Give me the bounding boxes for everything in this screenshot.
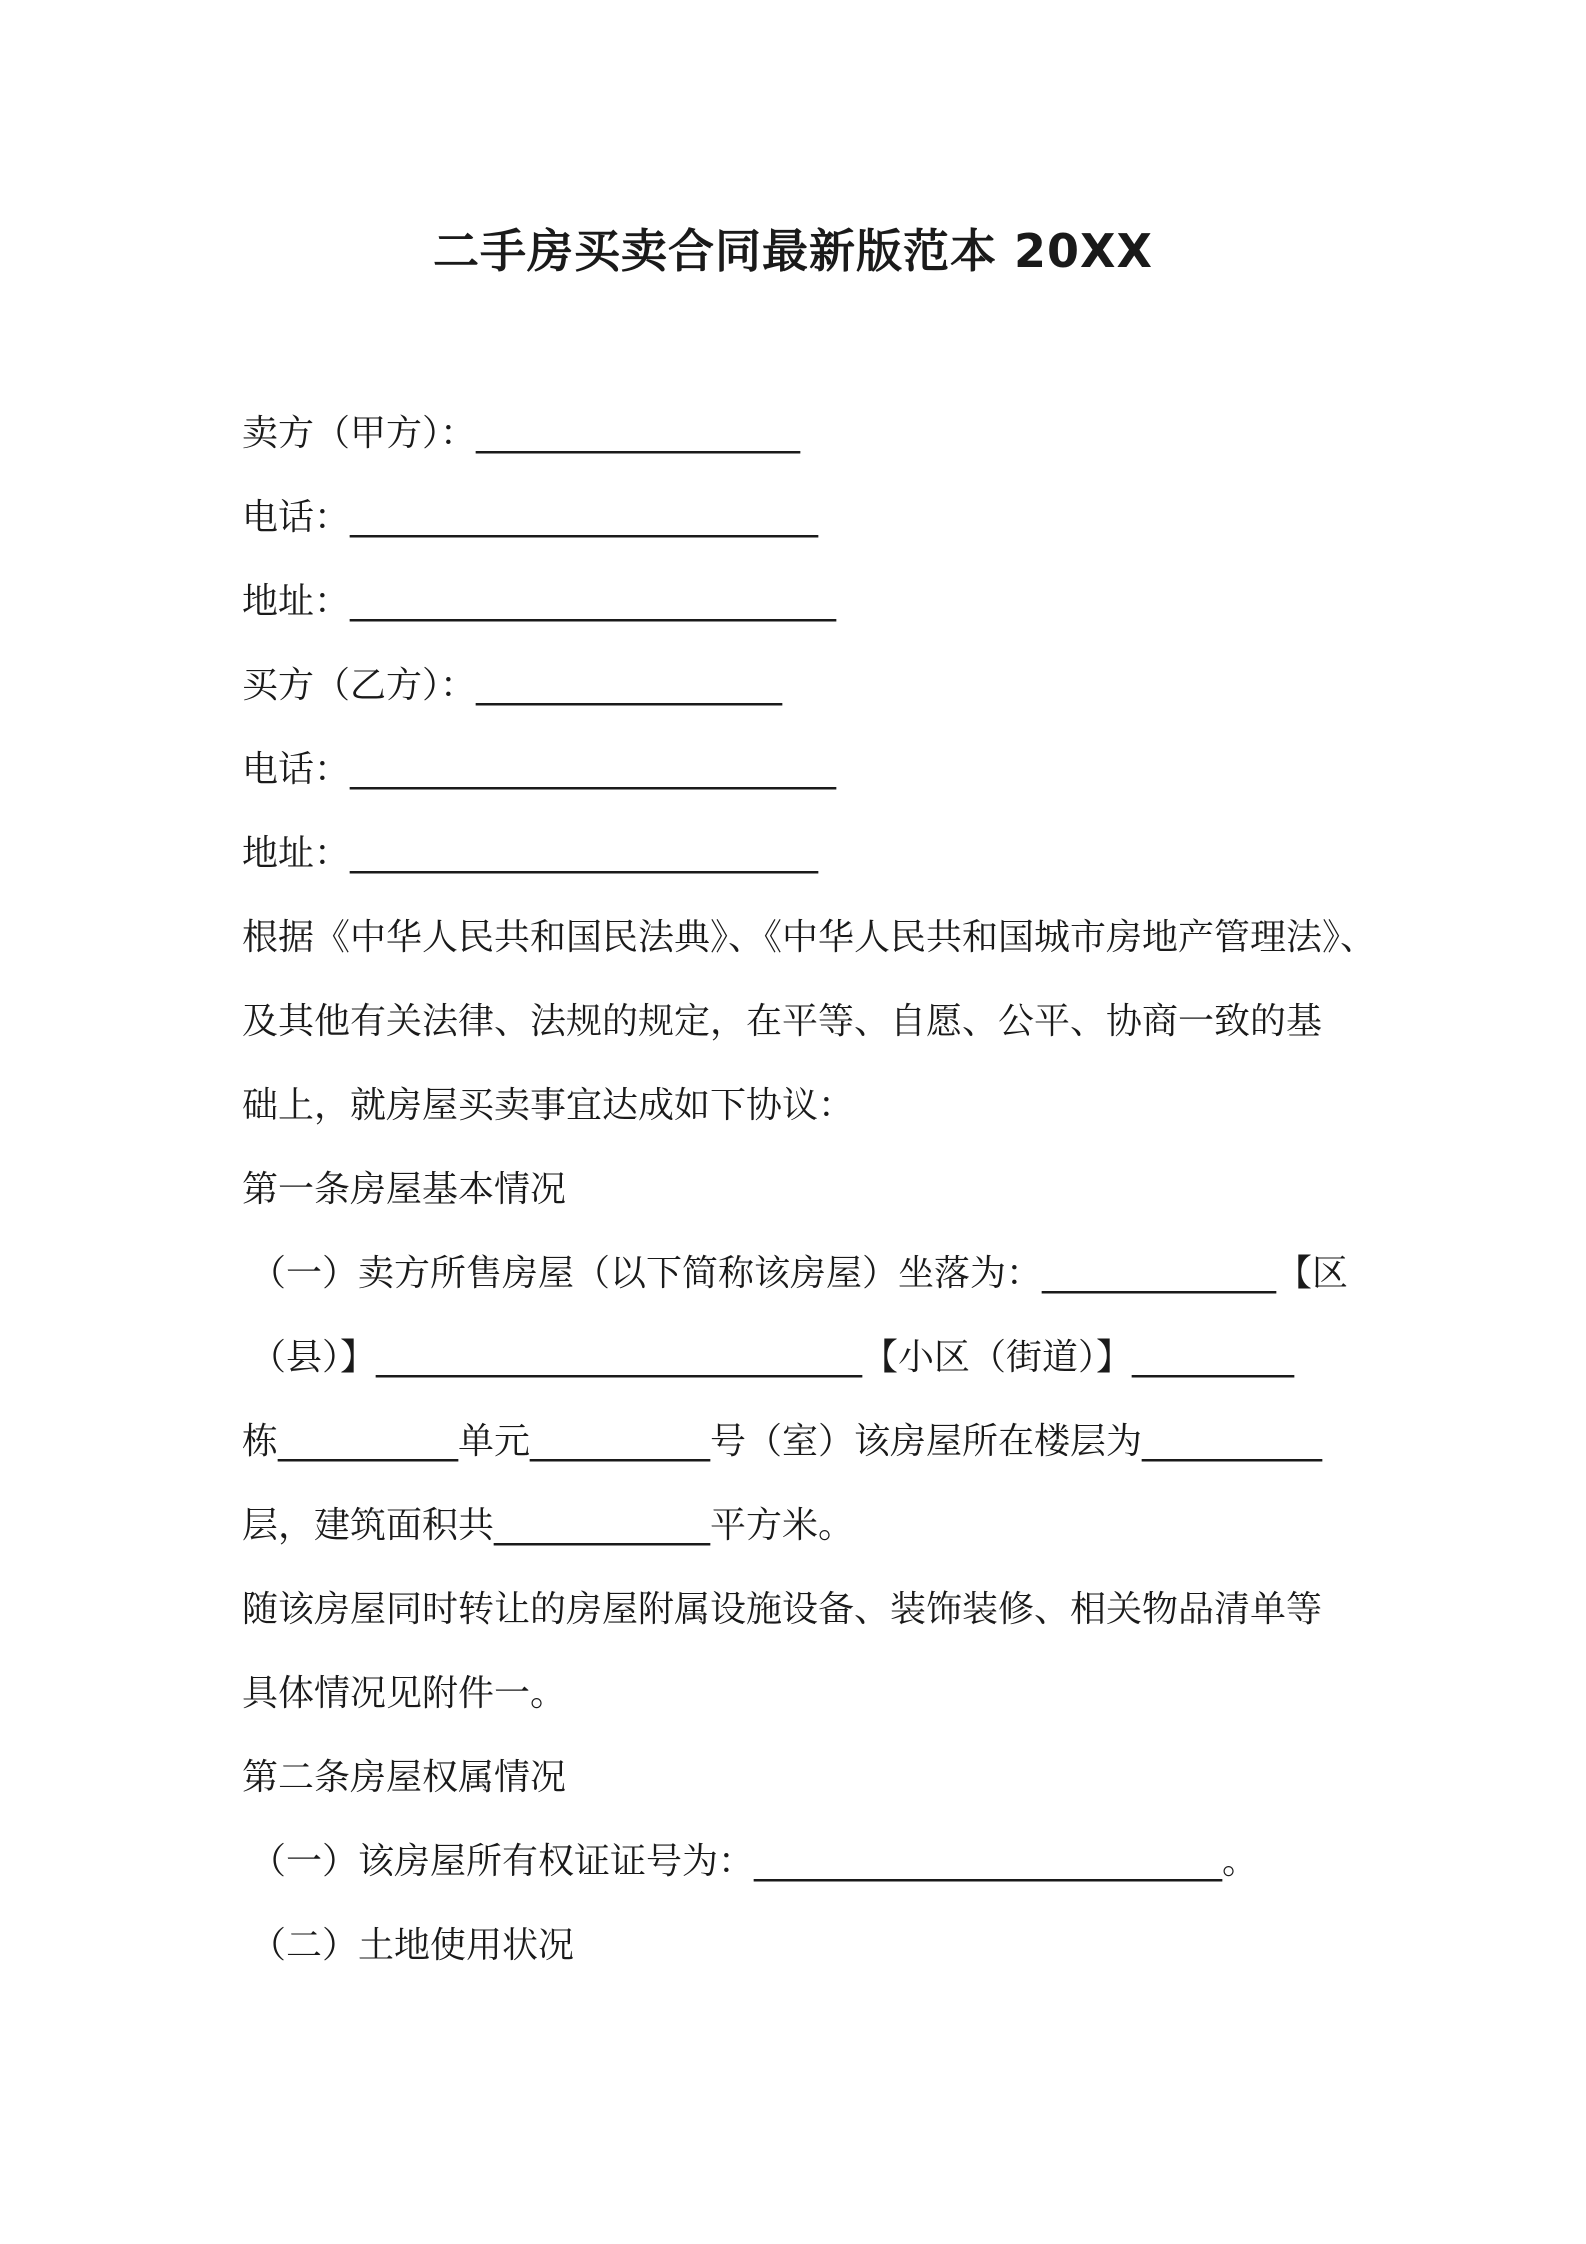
article-1-heading: 第一条房屋基本情况: [242, 1169, 567, 1210]
article-1-clause-1-line-1: （一）卖方所售房屋（以下简称该房屋）坐落为：_____________【区: [250, 1253, 1349, 1294]
article-1-clause-1-line-2: （县）】___________________________【小区（街道）】_________: [250, 1337, 1295, 1378]
seller-phone-line: 电话：__________________________: [242, 497, 819, 538]
article-1-attachment-line-1: 随该房屋同时转让的房屋附属设施设备、装饰装修、相关物品清单等: [242, 1589, 1323, 1630]
seller-name-line: 卖方（甲方）：__________________: [242, 413, 801, 454]
buyer-address-line: 地址：__________________________: [242, 833, 819, 874]
document-title: 二手房买卖合同最新版范本 20XX: [433, 224, 1153, 278]
article-1-attachment-line-2: 具体情况见附件一。: [242, 1673, 567, 1714]
article-2-clause-2: （二）土地使用状况: [250, 1925, 575, 1966]
buyer-phone-line: 电话：___________________________: [242, 749, 837, 790]
article-1-clause-1-line-3: 栋__________单元__________号（室）该房屋所在楼层为__________: [242, 1421, 1323, 1462]
seller-address-line: 地址：___________________________: [242, 581, 837, 622]
preamble-line-2: 及其他有关法律、法规的规定，在平等、自愿、公平、协商一致的基: [242, 1001, 1323, 1042]
article-2-heading: 第二条房屋权属情况: [242, 1757, 567, 1798]
buyer-name-line: 买方（乙方）：_________________: [242, 665, 783, 706]
article-2-clause-1: （一）该房屋所有权证证号为：__________________________。: [250, 1841, 1259, 1882]
preamble-line-1: 根据《中华人民共和国民法典》、《中华人民共和国城市房地产管理法》、: [242, 917, 1377, 958]
article-1-clause-1-line-4: 层，建筑面积共____________平方米。: [242, 1505, 855, 1546]
preamble-line-3: 础上，就房屋买卖事宜达成如下协议：: [242, 1085, 855, 1126]
